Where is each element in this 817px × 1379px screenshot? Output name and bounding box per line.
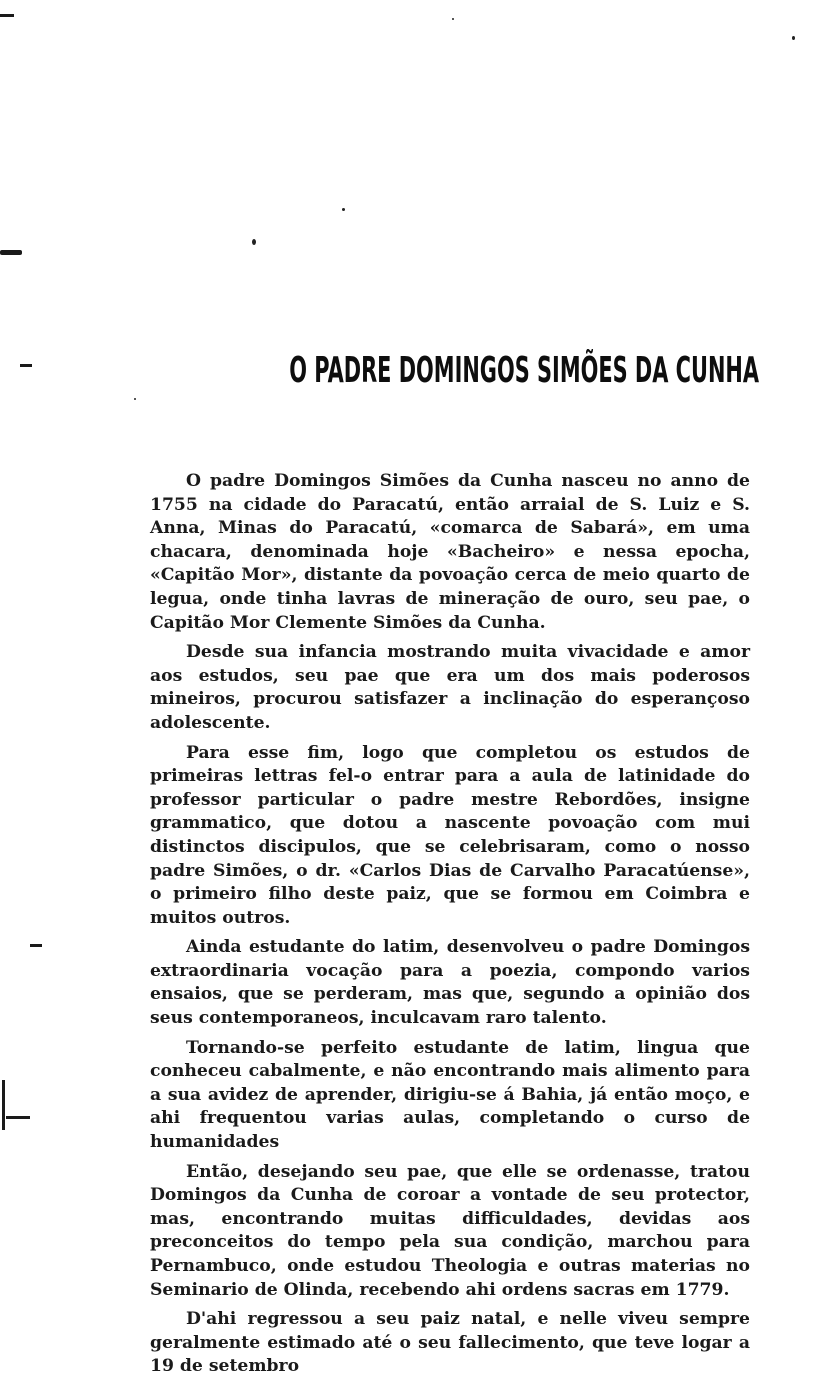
scan-speck (342, 208, 345, 211)
paragraph-3: Para esse fim, logo que completou os estudos de primeiras lettras fel-o entrar para a aula de latinidade do professor particular o padre mestre Rebordões, insigne grammatico, que dotou a nascente povoação com mui distinctos discipulos, que se celebrisaram, como o nosso padre Simões, o dr. «Carlos Dias de Carvalho Paracatúense», o primeiro filho deste paiz, que se formou em Coimbra e muitos outros. (150, 742, 750, 928)
page-title: O PADRE DOMINGOS SIMÕES DA CUNHA (289, 350, 760, 391)
scan-mark (2, 1080, 5, 1130)
scan-speck (792, 36, 795, 40)
paragraph-5: Tornando-se perfeito estudante de latim, lingua que conheceu cabalmente, e não encontrando mais alimento para a sua avidez de aprender, dirigiu-se á Bahia, já então moço, e ahi frequentou varias aulas, completando o curso de humanidades (150, 1037, 750, 1153)
scan-mark (0, 14, 14, 17)
scan-speck (452, 18, 454, 20)
scan-mark (30, 944, 42, 947)
scan-speck (252, 239, 256, 245)
scan-mark (20, 364, 32, 367)
scan-speck (134, 398, 136, 400)
paragraph-4: Ainda estudante do latim, desenvolveu o padre Domingos extraordinaria vocação para a poezia, compondo varios ensaios, que se perderam, mas que, segundo a opinião dos seus contemporaneos, inculcavam raro talento. (150, 937, 750, 1029)
scan-mark (6, 1116, 30, 1119)
paragraph-6: Então, desejando seu pae, que elle se ordenasse, tratou Domingos da Cunha de coroar a vontade de seu protector, mas, encontrando muitas difficuldades, devidas aos preconceitos do tempo pela sua condição, marchou para Pernambuco, onde estudou Theologia e outras materias no Seminario de Olinda, recebendo ahi ordens sacras em 1779. (150, 1161, 750, 1300)
paragraph-1: O padre Domingos Simões da Cunha nasceu no anno de 1755 na cidade do Paracatú, então arraial de S. Luiz e S. Anna, Minas do Paracatú, «comarca de Sabará», em uma chacara, denominada hoje «Bacheiro» e nessa epocha, «Capitão Mor», distante da povoação cerca de meio quarto de legua, onde tinha lavras de mineração de ouro, seu pae, o Capitão Mor Clemente Simões da Cunha. (150, 471, 750, 633)
article-body (150, 470, 750, 1379)
scan-mark (0, 250, 22, 255)
paragraph-7: D'ahi regressou a seu paiz natal, e nelle viveu sempre geralmente estimado até o seu fallecimento, que teve logar a 19 de setembro (150, 1309, 750, 1377)
paragraph-2: Desde sua infancia mostrando muita vivacidade e amor aos estudos, seu pae que era um dos mais poderosos mineiros, procurou satisfazer a inclinação do esperançoso adolescente. (150, 642, 750, 733)
